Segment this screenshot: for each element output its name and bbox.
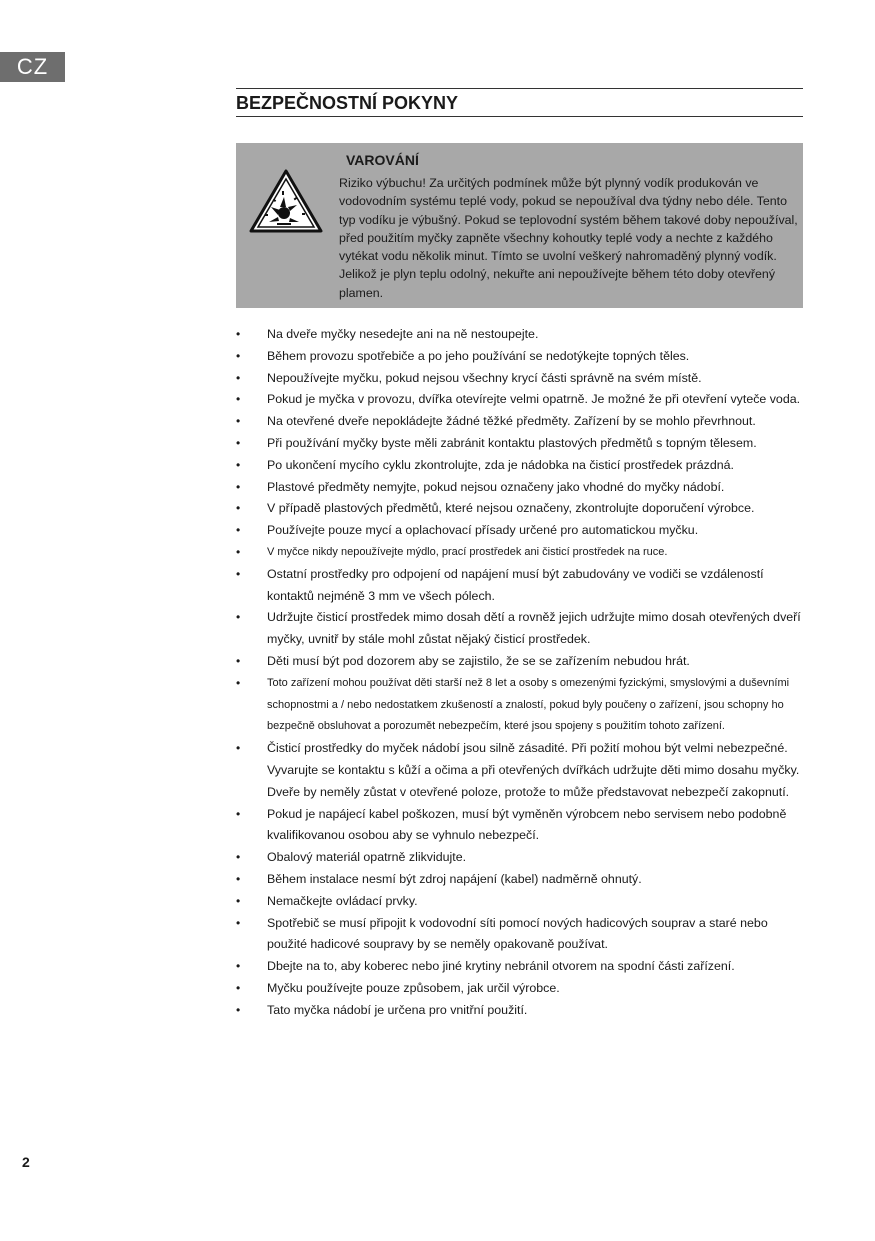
warning-text: Riziko výbuchu! Za určitých podmínek může být plynný vodík produkován ve vodovodním systému teplé vody, pokud se nepoužíval dva týdny nebo déle. Tento typ vodíku je výbušný. Pokud se teplovodní systém během takové doby nepoužíval, před použitím myčky zapněte všechny kohoutky teplé vody a nechte z každého vytékat vodu několik minut. Tímto se uvolní veškerý nahromaděný plynný vodík. Jelikož je plyn teplu odolný, nekuřte ani nepoužívejte během této doby otevřený plamen. (339, 176, 798, 300)
list-item: • Pokud je myčka v provozu, dvířka otevírejte velmi opatrně. Je možné že při otevření vyteče voda. (236, 389, 811, 411)
list-item: • Myčku používejte pouze způsobem, jak určil výrobce. (236, 978, 811, 1000)
list-item: • Čisticí prostředky do myček nádobí jsou silně zásadité. Při požití mohou být velmi nebezpečné. Vyvarujte se kontaktu s kůží a očima a při otevřených dvířkách udržujte děti mimo dosahu myčky. Dveře by neměly zůstat v otevřené poloze, protože to může představovat nebezpečí zakopnutí. (236, 738, 811, 803)
list-item: • Plastové předměty nemyjte, pokud nejsou označeny jako vhodné do myčky nádobí. (236, 477, 811, 499)
list-item: • Spotřebič se musí připojit k vodovodní síti pomocí nových hadicových souprav a staré nebo použité hadicové soupravy by se neměly opakovaně používat. (236, 913, 811, 957)
list-item: • Ostatní prostředky pro odpojení od napájení musí být zabudovány ve vodiči se vzdáleností kontaktů nejméně 3 mm ve všech pólech. (236, 564, 811, 608)
list-item: • Po ukončení mycího cyklu zkontrolujte, zda je nádobka na čisticí prostředek prázdná. (236, 455, 811, 477)
safety-instructions-list (236, 324, 811, 1022)
list-item: • Udržujte čisticí prostředek mimo dosah dětí a rovněž jejich udržujte mimo dosah otevřených dveří myčky, uvnitř by stále mohl zůstat nějaký čisticí prostředek. (236, 607, 811, 651)
list-item: • V myčce nikdy nepoužívejte mýdlo, prací prostředek ani čisticí prostředek na ruce. (236, 542, 811, 564)
warning-box (236, 143, 803, 308)
list-item: • Toto zařízení mohou používat děti starší než 8 let a osoby s omezenými fyzickými, smyslovými a duševními schopnostmi a / nebo nedostatkem zkušeností a znalostí, pokud byly poučeny o zařízení, jsou schopny ho bezpečně obsluhovat a porozumět nebezpečím, které jsou spojeny s použitím tohoto zařízení. (236, 673, 811, 738)
list-item: • Dbejte na to, aby koberec nebo jiné krytiny nebránil otvorem na spodní části zařízení. (236, 956, 811, 978)
list-item: • V případě plastových předmětů, které nejsou označeny, zkontrolujte doporučení výrobce. (236, 498, 811, 520)
list-item: • Nemačkejte ovládací prvky. (236, 891, 811, 913)
warning-title: VAROVÁNÍ (346, 152, 419, 168)
explosion-hazard-icon (247, 167, 325, 235)
section-header (236, 88, 803, 117)
list-item: • Tato myčka nádobí je určena pro vnitřní použití. (236, 1000, 811, 1022)
list-item: • Na otevřené dveře nepokládejte žádné těžké předměty. Zařízení by se mohlo převrhnout. (236, 411, 811, 433)
language-tab: CZ (0, 52, 65, 82)
list-item: • Obalový materiál opatrně zlikvidujte. (236, 847, 811, 869)
list-item: • Na dveře myčky nesedejte ani na ně nestoupejte. (236, 324, 811, 346)
page-number: 2 (22, 1154, 30, 1170)
page-title: BEZPEČNOSTNÍ POKYNY (236, 93, 459, 113)
list-item: • Používejte pouze mycí a oplachovací přísady určené pro automatickou myčku. (236, 520, 811, 542)
list-item: • Pokud je napájecí kabel poškozen, musí být vyměněn výrobcem nebo servisem nebo podobně kvalifikovanou osobou aby se vyhnulo nebezpečí. (236, 804, 811, 848)
list-item: • Během provozu spotřebiče a po jeho používání se nedotýkejte topných těles. (236, 346, 811, 368)
list-item: • Nepoužívejte myčku, pokud nejsou všechny krycí části správně na svém místě. (236, 368, 811, 390)
list-item: • Při používání myčky byste měli zabránit kontaktu plastových předmětů s topným tělesem. (236, 433, 811, 455)
list-item: • Děti musí být pod dozorem aby se zajistilo, že se se zařízením nebudou hrát. (236, 651, 811, 673)
list-item: • Během instalace nesmí být zdroj napájení (kabel) nadměrně ohnutý. (236, 869, 811, 891)
